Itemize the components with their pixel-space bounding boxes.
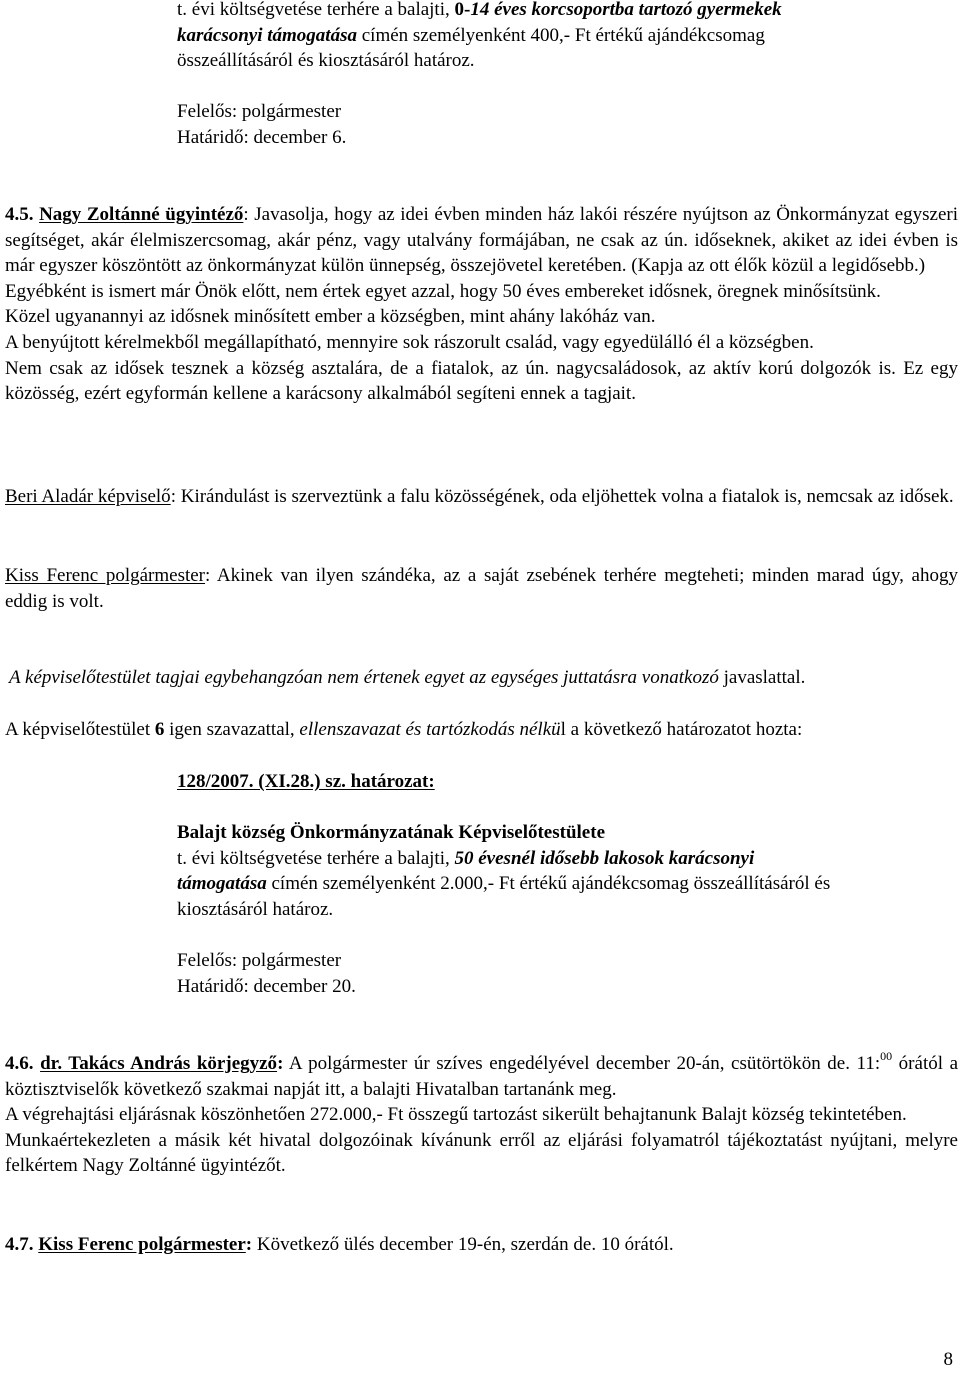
speaker-name: Beri Aladár képviselő — [5, 486, 171, 507]
speaker-name: dr. Takács András körjegyző — [40, 1053, 278, 1074]
kiss-statement: Kiss Ferenc polgármester: Akinek van ilyen szándéka, az a saját zsebének terhére megteheti; minden marad úgy, ahogy eddig is volt. — [5, 565, 958, 612]
text-line: karácsonyi támogatása címén személyenként 400,- Ft értékű ajándékcsomag — [177, 24, 765, 46]
paragraph: Munkaértekezleten a másik két hivatal dolgozóinak kívánunk erről az eljárási folyamatról tájékoztatást nyújtani, melyre felkértem Nagy Zoltánné ügyintézőt. — [5, 1129, 958, 1177]
text-line: t. évi költségvetése terhére a balajti, 0-14 éves korcsoportba tartozó gyermekek — [177, 0, 782, 20]
section-number: 4.6. — [5, 1053, 41, 1074]
paragraph: Közel ugyanannyi az idősnek minősített ember a községben, mint ahány lakóház van. — [5, 306, 656, 328]
section-number: 4.5. — [5, 204, 34, 225]
speaker-name: Kiss Ferenc polgármester — [38, 1234, 246, 1255]
resolution-title: 128/2007. (XI.28.) sz. határozat: — [177, 771, 435, 792]
page-number: 8 — [943, 1349, 953, 1370]
resolution-deadline: Határidő: december 20. — [177, 976, 356, 997]
beri-statement: Beri Aladár képviselő: Kirándulást is szerveztünk a falu közösségének, oda eljöhettek volna a fiatalok is, nemcsak az idősek. — [5, 486, 954, 507]
top-deadline: Határidő: december 6. — [177, 127, 347, 148]
paragraph: 4.6. dr. Takács András körjegyző: A polgármester úr szíves engedélyével december 20-án, csütörtökön de. 11:$^{00}$ órától a köztisztviselők következő szakmai napját itt, a balajti Hivatalban tartanánk meg. — [5, 1048, 958, 1100]
top-resolution-text — [177, 0, 897, 74]
section-number: 4.7. — [5, 1234, 39, 1255]
text-line: t. évi költségvetése terhére a balajti, 50 évesnél idősebb lakosok karácsonyi — [177, 847, 755, 869]
section-4-6 — [5, 1048, 958, 1179]
paragraph: A benyújtott kérelmekből megállapítható, mennyire sok rászorult család, vagy egyedülálló él a községben. — [5, 331, 814, 353]
section-4-5 — [5, 202, 958, 407]
text-line: kiosztásáról határoz. — [177, 898, 334, 920]
paragraph: 4.5. Nagy Zoltánné ügyintéző: Javasolja, hogy az idei évben minden ház lakói részére nyújtson az Önkormányzat egyszeri segítséget, akár élelmiszercsomag, akár pénz, vagy utalvány formájában, ne csak az ún. időseknek, akiket az idei évben is már egyszer köszöntött az önkormányzat külön ünnepség, összejövetel keretében. (Kapja az ott élők közül a legidősebb.) — [5, 204, 958, 277]
resolution-body — [177, 820, 897, 922]
vote-line: A képviselőtestület 6 igen szavazattal, ellenszavazat és tartózkodás nélkül a következő határozatot hozta: — [5, 719, 803, 740]
text-line: támogatása címén személyenként 2.000,- Ft értékű ajándékcsomag összeállításáról és — [177, 873, 831, 895]
top-responsible: Felelős: polgármester — [177, 101, 342, 122]
speaker-name: Nagy Zoltánné ügyintéző — [39, 204, 244, 225]
paragraph: Egyébként is ismert már Önök előtt, nem értek egyet azzal, hogy 50 éves embereket idősnek, öregnek minősítsünk. — [5, 280, 881, 302]
paragraph: A végrehajtási eljárásnak köszönhetően 272.000,- Ft összegű tartozást sikerült behajtanunk Balajt község tekintetében. — [5, 1104, 907, 1126]
agreement-line: A képviselőtestület tagjai egybehangzóan nem értenek egyet az egységes juttatásra vonatkozó javaslattal. — [9, 667, 806, 688]
speaker-name: Kiss Ferenc polgármester — [5, 565, 206, 586]
section-4-7: 4.7. Kiss Ferenc polgármester: Következő ülés december 19-én, szerdán de. 10 órától. — [5, 1234, 674, 1255]
resolution-responsible: Felelős: polgármester — [177, 950, 342, 971]
paragraph: Nem csak az idősek tesznek a község asztalára, de a fiatalok, az ún. nagycsaládosok, az aktív korú dolgozók is. Ez egy közösség, ezért egyformán kellene a karácsony alkalmából segíteni ennek a tagjait. — [5, 357, 958, 405]
text-line: összeállításáról és kiosztásáról határoz. — [177, 50, 475, 72]
resolution-body-heading: Balajt község Önkormányzatának Képviselőtestülete — [177, 822, 606, 843]
